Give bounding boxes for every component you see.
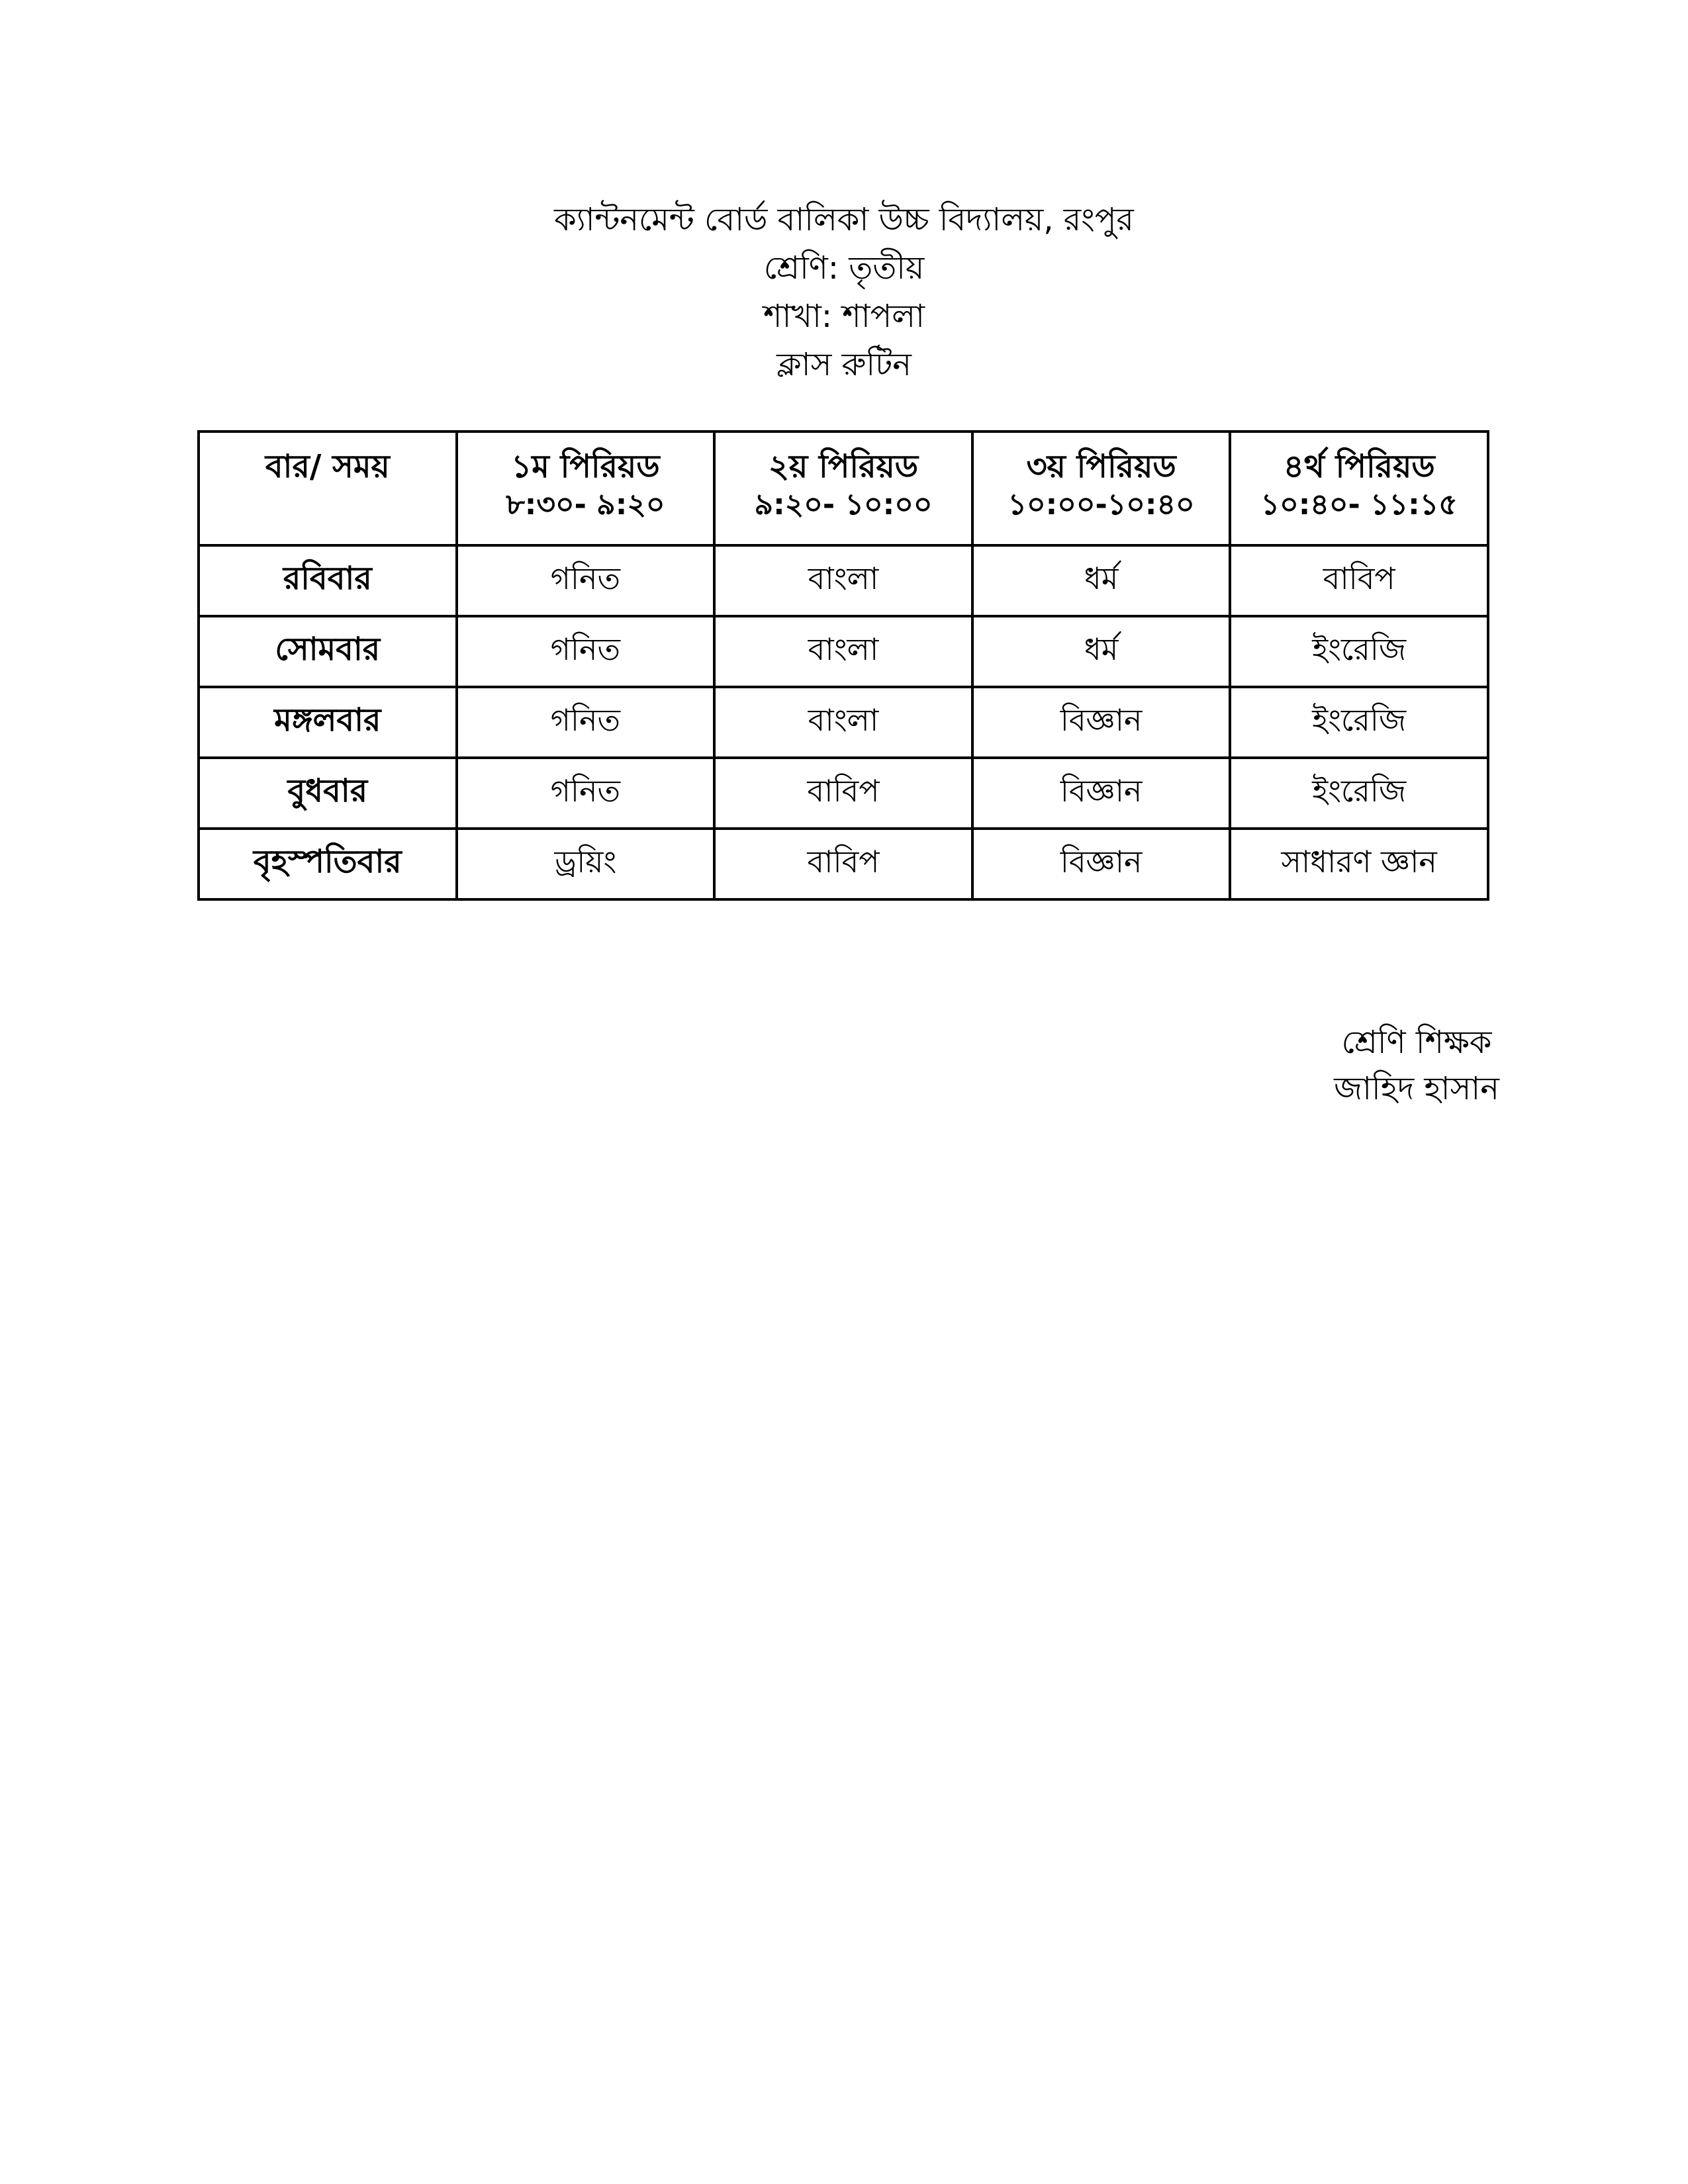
subject-cell: ধর্ম (972, 545, 1231, 616)
period-name: ৪র্থ পিরিয়ড (1283, 448, 1435, 485)
period-time: ১০:০০-১০:৪০ (1008, 488, 1195, 522)
subject-cell: বাংলা (714, 616, 972, 687)
period-name: ২য় পিরিয়ড (768, 448, 919, 485)
section-line: শাখা: শাপলা (763, 298, 925, 335)
document-title: ক্লাস রুটিন (776, 346, 912, 383)
subject-cell: ড্রয়িং (457, 829, 715, 899)
day-cell: বুধবার (199, 758, 457, 829)
subject-cell: বাবিপ (714, 829, 972, 899)
subject-cell: গনিত (457, 687, 715, 758)
subject-cell: ইংরেজি (1230, 758, 1488, 829)
subject-cell: বাংলা (714, 545, 972, 616)
period-name: ১ম পিরিয়ড (511, 448, 660, 485)
period-time: ৮:৩০- ৯:২০ (506, 488, 665, 522)
period-header-cell (1230, 432, 1488, 545)
table-row (199, 758, 1488, 829)
document-header (0, 196, 1688, 389)
subject-cell: বাবিপ (1230, 545, 1488, 616)
period-header-cell (457, 432, 715, 545)
signature-block (1244, 1019, 1589, 1112)
subject-cell: ধর্ম (972, 616, 1231, 687)
subject-cell: বিজ্ঞান (972, 687, 1231, 758)
table-row (199, 545, 1488, 616)
subject-cell: বাবিপ (714, 758, 972, 829)
subject-cell: বিজ্ঞান (972, 829, 1231, 899)
day-cell: বৃহস্পতিবার (199, 829, 457, 899)
subject-cell: সাধারণ জ্ঞান (1230, 829, 1488, 899)
period-time: ১০:৪০- ১১:১৫ (1260, 488, 1458, 522)
day-cell: সোমবার (199, 616, 457, 687)
school-name: ক্যান্টনমেন্ট বোর্ড বালিকা উচ্চ বিদ্যালয়, রংপুর (554, 201, 1134, 238)
day-cell: রবিবার (199, 545, 457, 616)
signature-name: জাহিদ হাসান (1334, 1070, 1499, 1107)
subject-cell: ইংরেজি (1230, 616, 1488, 687)
table-row (199, 687, 1488, 758)
table-header-row (199, 432, 1488, 545)
signature-role: শ্রেণি শিক্ষক (1341, 1024, 1492, 1061)
subject-cell: বিজ্ঞান (972, 758, 1231, 829)
table-row (199, 616, 1488, 687)
period-time: ৯:২০- ১০:০০ (754, 488, 933, 522)
period-header-cell (714, 432, 972, 545)
corner-header-cell (199, 432, 457, 545)
subject-cell: ইংরেজি (1230, 687, 1488, 758)
corner-header-label: বার/ সময় (265, 448, 390, 485)
subject-cell: গনিত (457, 616, 715, 687)
subject-cell: গনিত (457, 758, 715, 829)
period-header-cell (972, 432, 1231, 545)
period-name: ৩য় পিরিয়ড (1026, 448, 1176, 485)
table-row (199, 829, 1488, 899)
class-routine-table (197, 430, 1489, 901)
subject-cell: বাংলা (714, 687, 972, 758)
subject-cell: গনিত (457, 545, 715, 616)
class-line: শ্রেণি: তৃতীয় (763, 250, 925, 287)
day-cell: মঙ্গলবার (199, 687, 457, 758)
